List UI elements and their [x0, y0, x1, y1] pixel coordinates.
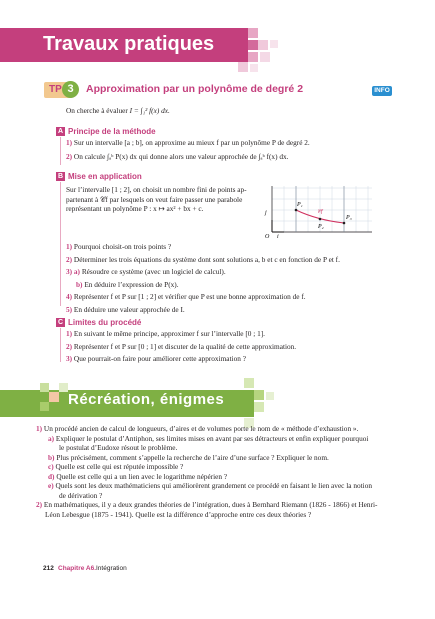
section-b-items	[66, 242, 416, 314]
label-i: i	[277, 234, 279, 238]
tp-tag: TP	[44, 82, 72, 98]
recreation-subitem: d) Quelle est celle qui a un lien avec le logarithme népérien ?	[48, 471, 228, 481]
recreation-subitem: c) Quelle est celle qui est réputée impossible ?	[48, 462, 184, 471]
footer-topic: Intégration	[96, 565, 127, 572]
section-c-letter: C	[57, 319, 64, 326]
section-b-item: 3) a) Résoudre ce système (avec un logiciel de calcul).	[66, 267, 226, 276]
recreation-item-1: 1) Un procédé ancien de calcul de longueurs, d’aires et de volumes porte le nom de « méthode d’exhaustion ».	[36, 424, 359, 433]
label-o: O	[265, 234, 270, 238]
section-a-rule	[60, 137, 61, 165]
section-b-title: Mise en application	[68, 172, 142, 181]
tp-number: 3	[62, 81, 79, 98]
section-c-items	[66, 329, 416, 364]
recreation-item-2: 2) En mathématiques, il y a deux grandes théories de l’intégration, dues à Bernhard Riemann (1826 - 1866) et Henri-	[36, 500, 378, 509]
section-c-title: Limites du procédé	[68, 318, 142, 327]
tp-intro-formula: I = ∫₁² f(x) dx.	[129, 106, 170, 115]
section-a-title: Principe de la méthode	[68, 127, 156, 136]
section-b-letter: B	[57, 173, 64, 180]
section-c-item: 3) Que pourrait-on faire pour améliorer cette approximation ?	[66, 354, 246, 363]
recreation-subitem-cont: de dérivation ?	[59, 490, 103, 500]
point-p2	[319, 218, 322, 221]
section-a-item: 2) On calcule ∫ₐᵇ P(x) dx qui donne alors une valeur approchée de ∫ₐᵇ f(x) dx.	[66, 152, 289, 161]
recreation-subitem-cont: le postulat d’Eudoxe résout le problème.	[59, 443, 178, 452]
recreation-item-2-cont: Léon Lebesgue (1875 - 1941). Quelle est la différence d’approche entre ces deux théories ?	[45, 509, 312, 519]
banner-recreation-title: Récréation, énigmes	[68, 391, 225, 408]
recreation-content	[36, 424, 411, 519]
section-b-item: 4) Représenter f et P sur [1 ; 2] et vérifier que P est une bonne approximation de f.	[66, 292, 306, 301]
info-badge: INFO	[372, 86, 392, 96]
label-p2: P₂	[318, 224, 324, 230]
section-b-rule	[60, 182, 61, 306]
section-b-item: 2) Déterminer les trois équations du système dont sont solutions a, b et c en fonction de P et f.	[66, 254, 340, 264]
page-number: 212	[43, 565, 54, 572]
parabola-diagram	[262, 186, 374, 238]
recreation-subitem: e) Quels sont les deux mathématiciens qui améliorèrent grandement ce procédé en faisant le lien avec la notion	[48, 481, 372, 490]
recreation-subitem: b) Plus précisément, comment s’appelle la recherche de l’aire d’une surface ? Expliquer le nom.	[48, 452, 329, 462]
label-p1: P₁	[297, 202, 303, 208]
tp-title: Approximation par un polynôme de degré 2	[86, 83, 304, 95]
section-c-rule	[60, 328, 61, 362]
footer-chapter: Chapitre A6.	[58, 565, 97, 572]
section-b-paragraph: Sur l’intervalle [1 ; 2], on choisit un nombre fini de points ap- partenant à 𝒞f par lesquels on veut faire passer une parabole représentant un polynôme P : x ↦ ax² + bx + c.	[66, 185, 247, 213]
banner-title: Travaux pratiques	[43, 33, 215, 55]
section-a-letter: A	[57, 128, 64, 135]
point-p3	[343, 222, 346, 225]
label-p3: P₃	[346, 215, 352, 221]
tp-intro	[66, 106, 170, 116]
section-c-item: 1) En suivant le même principe, approximer f sur l’intervalle [0 ; 1].	[66, 329, 265, 338]
section-a-item: 1) Sur un intervalle [a ; b], on approxime au mieux f par un polynôme P de degré 2.	[66, 138, 310, 147]
section-b-item: 1) Pourquoi choisit-on trois points ?	[66, 242, 172, 251]
section-b-item: b) En déduire l’expression de P(x).	[76, 279, 179, 289]
tp-intro-text: On cherche à évaluer	[66, 106, 128, 115]
section-c-item: 2) Représenter f et P sur [0 ; 1] et discuter de la qualité de cette approximation.	[66, 341, 297, 351]
label-j: j	[265, 210, 267, 216]
section-b-item: 5) En déduire une valeur approchée de I.	[66, 304, 185, 314]
label-cf: 𝒞f	[317, 209, 323, 215]
recreation-subitem: a) Expliquer le postulat d’Antiphon, ses limites mises en avant par ses détracteurs et enfin expliquer pourquoi	[48, 433, 369, 443]
point-p1	[295, 209, 298, 212]
